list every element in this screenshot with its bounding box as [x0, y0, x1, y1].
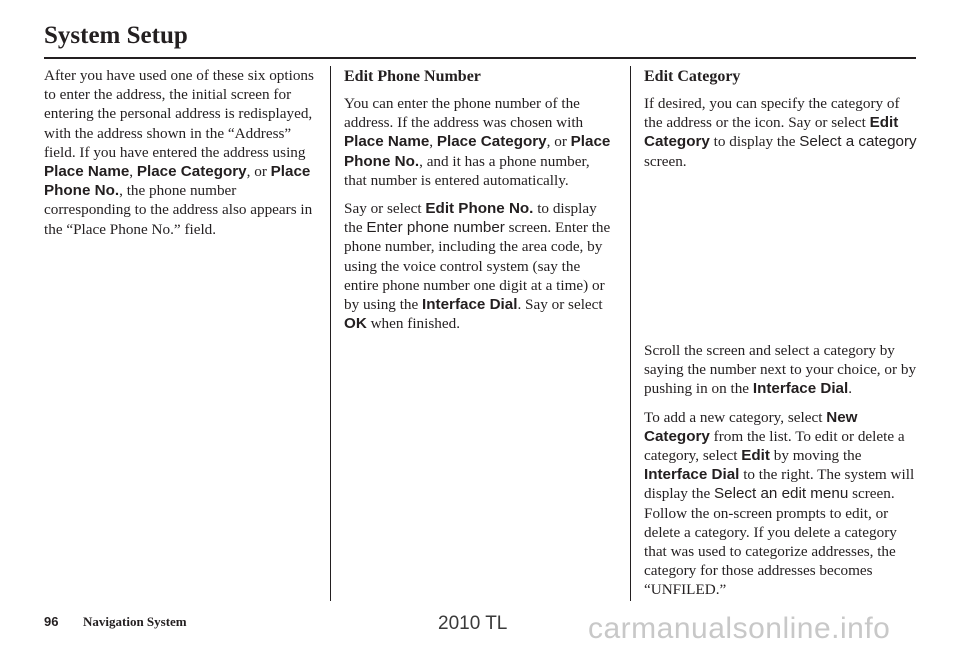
keyword: New Category — [644, 408, 858, 445]
edit-category-column — [644, 66, 919, 180]
keyword: Place Name — [44, 163, 130, 181]
screen-name: Select an edit menu — [714, 485, 849, 503]
edit-category-lower — [644, 341, 919, 609]
keyword: Place Phone No. — [344, 133, 611, 170]
keyword: Place Category — [436, 133, 547, 151]
page-number: 96 — [44, 614, 59, 629]
model-watermark: 2010 TL — [438, 613, 508, 634]
keyword: Interface Dial — [644, 466, 740, 484]
footer-label: Navigation System — [83, 614, 187, 629]
edit-phone-paragraph-1: You can enter the phone number of the address. If the address was chosen with Place Name, Place Category, or Place Phone No., and it has a phone number, that number is entered automatically. — [344, 95, 611, 189]
page-title: System Setup — [44, 22, 188, 49]
intro-paragraph: After you have used one of these six options to enter the address, the initial screen for entering the personal address is redisplayed, with the address shown in the “Address” field. If you have entered the address using Place Name, Place Category, or Place Phone No., the phone number corresponding to the address also appears in the “Place Phone No.” field. — [44, 67, 314, 238]
edit-phone-column — [344, 66, 614, 342]
keyword: Edit Category — [644, 114, 899, 151]
edit-category-paragraph-2: Scroll the screen and select a category by saying the number next to your choice, or by pushing in on the Interface Dial. — [644, 342, 917, 398]
keyword: Interface Dial — [422, 296, 518, 314]
keyword: Place Category — [136, 163, 247, 181]
column-divider — [330, 66, 331, 601]
keyword: Edit Phone No. — [425, 200, 534, 218]
screen-name: Select a category — [799, 133, 917, 151]
title-rule — [44, 57, 916, 59]
site-watermark: carmanualsonline.info — [588, 612, 891, 645]
keyword: Interface Dial — [752, 380, 849, 398]
edit-category-heading: Edit Category — [644, 68, 741, 85]
intro-column — [44, 66, 314, 248]
column-divider — [630, 66, 631, 601]
edit-phone-paragraph-2: Say or select Edit Phone No. to display the Enter phone number screen. Enter the phone number, including the area code, by using the voice control system (say the entire phone number one digit at a time) or by using the Interface Dial. Say or select OK when finished. — [344, 200, 611, 333]
edit-category-paragraph-1: If desired, you can specify the category of the address or the icon. Say or select Edit Category to display the Select a category screen. — [644, 95, 917, 170]
edit-category-paragraph-3: To add a new category, select New Category from the list. To edit or delete a category, select Edit by moving the Interface Dial to the right. The system will display the Select an edit menu screen. Follow the on-screen prompts to edit, or delete a category. If you delete a category that was used to categorize addresses, the category for those addresses becomes “UNFILED.” — [644, 408, 915, 599]
keyword: OK — [344, 315, 367, 333]
keyword: Place Name — [344, 133, 430, 151]
keyword: Edit — [741, 447, 770, 465]
edit-phone-heading: Edit Phone Number — [344, 68, 481, 85]
keyword: Place Phone No. — [44, 163, 311, 200]
screen-name: Enter phone number — [366, 219, 505, 237]
